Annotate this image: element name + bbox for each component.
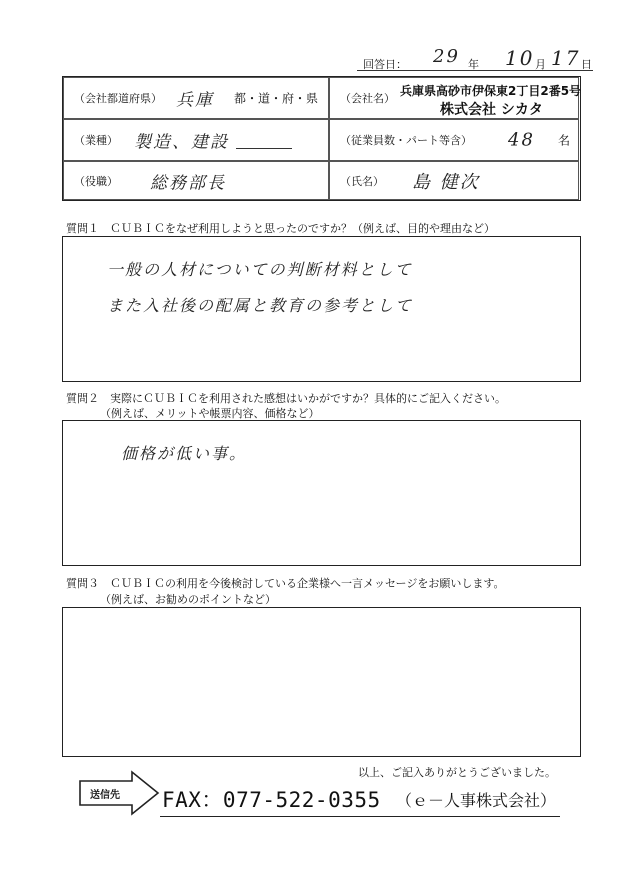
answer-year[interactable]: 29 — [433, 46, 460, 67]
employees-cell[interactable] — [329, 119, 579, 161]
question-1-title: 質問１ ＣＵＢＩＣをなぜ利用しようと思ったのですか？（例えば、目的や理由など） — [66, 222, 495, 235]
prefecture-label: （会社都道府県） — [74, 92, 162, 105]
name-label: （氏名） — [340, 174, 384, 188]
question-3-answer-box[interactable] — [62, 607, 581, 757]
prefecture-value: 兵庫 — [176, 90, 214, 111]
question-2-subtitle: （例えば、メリットや帳票内容、価格など） — [100, 407, 320, 420]
send-to-label: 送信先 — [90, 790, 120, 801]
prefecture-cell[interactable] — [63, 77, 329, 119]
name-value: 島 健次 — [412, 171, 480, 193]
question-2-answer-box[interactable] — [62, 420, 581, 566]
company-name: 株式会社 シカタ — [440, 102, 543, 118]
question-1-answer-box[interactable] — [62, 236, 581, 382]
answer-month[interactable]: 10 — [505, 46, 535, 70]
question-2-title: 質問２ 実際にＣＵＢＩＣを利用された感想はいかがですか？具体的にご記入ください。 — [66, 392, 506, 405]
employees-unit: 名 — [558, 133, 571, 148]
company-cell[interactable] — [329, 77, 582, 119]
question-1-answer-line: また入社後の配属と教育の参考として — [107, 296, 414, 315]
prefecture-suffix: 都・道・府・県 — [234, 91, 319, 106]
question-3-title: 質問３ ＣＵＢＩＣの利用を今後検討している企業様へ一言メッセージをお願いします。 — [66, 577, 505, 590]
position-cell[interactable] — [63, 161, 329, 200]
company-label: （会社名） — [340, 92, 395, 105]
closing-thanks: 以上、ご記入ありがとうございました。 — [358, 766, 556, 779]
position-label: （役職） — [74, 174, 118, 188]
fax-number: FAX：077-522-0355 — [162, 788, 381, 812]
question-1-answer-line: 一般の人材についての判断材料として — [107, 260, 413, 279]
question-2-answer-line: 価格が低い事。 — [121, 444, 248, 463]
industry-value: 製造、建設 — [134, 132, 229, 153]
respondent-info-table — [62, 76, 581, 201]
year-unit: 年 — [468, 58, 479, 71]
day-unit: 日 — [581, 58, 592, 71]
position-value: 総務部長 — [150, 173, 226, 193]
fax-company: （ｅ－人事株式会社） — [396, 791, 557, 810]
employees-label: （従業員数・パート等含） — [340, 134, 472, 147]
fax-underline — [160, 816, 560, 817]
question-3-subtitle: （例えば、お勧めのポイントなど） — [100, 593, 276, 606]
answer-date-label: 回答日： — [363, 58, 407, 71]
answer-date — [355, 46, 595, 72]
employees-value: 48 — [508, 129, 535, 151]
industry-label: （業種） — [74, 134, 118, 147]
company-address: 兵庫県高砂市伊保東2丁目2番5号 — [400, 84, 582, 98]
date-underline — [357, 70, 593, 71]
industry-underline — [236, 148, 292, 149]
month-unit: 月 — [535, 58, 546, 71]
name-cell[interactable] — [329, 161, 579, 200]
industry-cell[interactable] — [63, 119, 329, 161]
answer-day[interactable]: 17 — [551, 46, 581, 70]
